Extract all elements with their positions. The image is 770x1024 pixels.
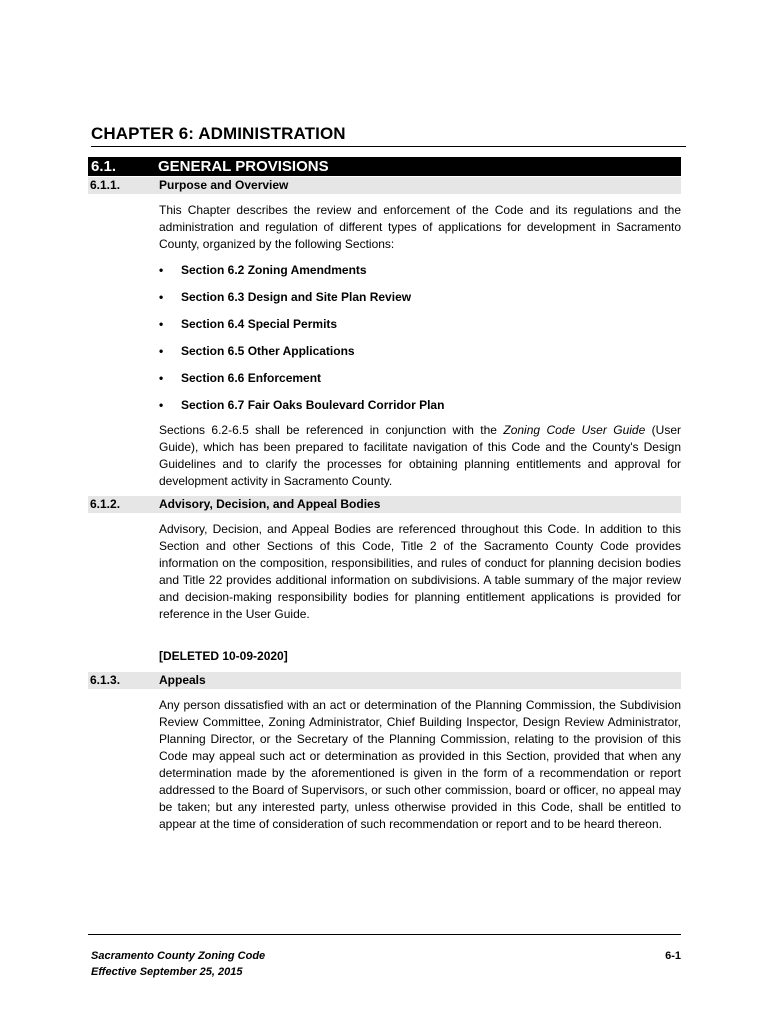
- section-heading: [88, 157, 681, 176]
- deleted-note: [DELETED 10-09-2020]: [159, 649, 288, 663]
- bullet-icon: •: [159, 371, 164, 385]
- bodies-paragraph: Advisory, Decision, and Appeal Bodies are referenced throughout this Code. In addition to this Section and other Sections of this Code, Title 2 of the Sacramento County Code provides information on the composition, responsibilities, and rules of conduct for planning decision bodies and Title 22 provides additional information on subdivisions. A table summary of the major review and decision-making responsibility bodies for planning entitlement applications is provided for reference in the User Guide.: [159, 522, 681, 621]
- subsection-title: Advisory, Decision, and Appeal Bodies: [159, 497, 381, 511]
- footer-code-title: Sacramento County Zoning Code: [91, 950, 266, 962]
- bullet-icon: •: [159, 317, 164, 331]
- section-title: GENERAL PROVISIONS: [158, 158, 329, 175]
- purpose-intro-paragraph: This Chapter describes the review and enforcement of the Code and its regulations and the administration and regulation of different types of applications for development in Sacramento County, organized by the following Sections:: [159, 203, 681, 251]
- bullet-icon: •: [159, 398, 164, 412]
- list-item: • Section 6.4 Special Permits: [159, 317, 338, 331]
- footer-effective-date: Effective September 25, 2015: [91, 966, 243, 978]
- section-number: 6.1.: [91, 158, 117, 175]
- subsection-number: 6.1.1.: [90, 178, 121, 192]
- appeals-paragraph: Any person dissatisfied with an act or determination of the Planning Commission, the Subdivision Review Committee, Zoning Administrator, Chief Building Inspector, Design Review Administrator, Planning Director, or the Secretary of the Planning Commission, relating to the provision of this Code may appeal such act or determination as provided in this Section, provided that when any determination made by the aforementioned is given in the form of a recommendation or report addressed to the Board of Supervisors, or such other commission, board or officer, no appeal may be taken; but any interested party, unless otherwise provided in this Code, shall be entitled to appear at the time of consideration of such recommendation or report and to be heard thereon.: [159, 698, 681, 831]
- list-item: • Section 6.3 Design and Site Plan Review: [159, 290, 412, 304]
- subsection-heading-bodies: [88, 496, 681, 513]
- list-item: • Section 6.5 Other Applications: [159, 344, 355, 358]
- subsection-number: 6.1.3.: [90, 673, 121, 687]
- page-number: 6-1: [665, 950, 681, 962]
- bullet-icon: •: [159, 290, 164, 304]
- list-item: • Section 6.7 Fair Oaks Boulevard Corridor Plan: [159, 398, 445, 412]
- subsection-number: 6.1.2.: [90, 497, 121, 511]
- bullet-icon: •: [159, 263, 164, 277]
- list-item: • Section 6.2 Zoning Amendments: [159, 263, 367, 277]
- purpose-closing-paragraph: Sections 6.2-6.5 shall be referenced in conjunction with the Zoning Code User Guide (User Guide), which has been prepared to facilitate navigation of this Code and the County's Design Guidelines and to clarify the processes for obtaining planning entitlements and approval for development activity in Sacramento County.: [159, 423, 681, 488]
- subsection-title: Purpose and Overview: [159, 178, 289, 192]
- user-guide-title: Zoning Code User Guide: [503, 423, 646, 437]
- subsection-heading-purpose: [88, 177, 681, 194]
- chapter-title: CHAPTER 6: ADMINISTRATION: [91, 124, 686, 147]
- list-item: • Section 6.6 Enforcement: [159, 371, 322, 385]
- footer-document-info: [91, 948, 265, 980]
- footer-divider: [88, 934, 681, 935]
- subsection-heading-appeals: [88, 672, 681, 689]
- sections-list: [159, 262, 681, 424]
- bullet-icon: •: [159, 344, 164, 358]
- subsection-title: Appeals: [159, 673, 206, 687]
